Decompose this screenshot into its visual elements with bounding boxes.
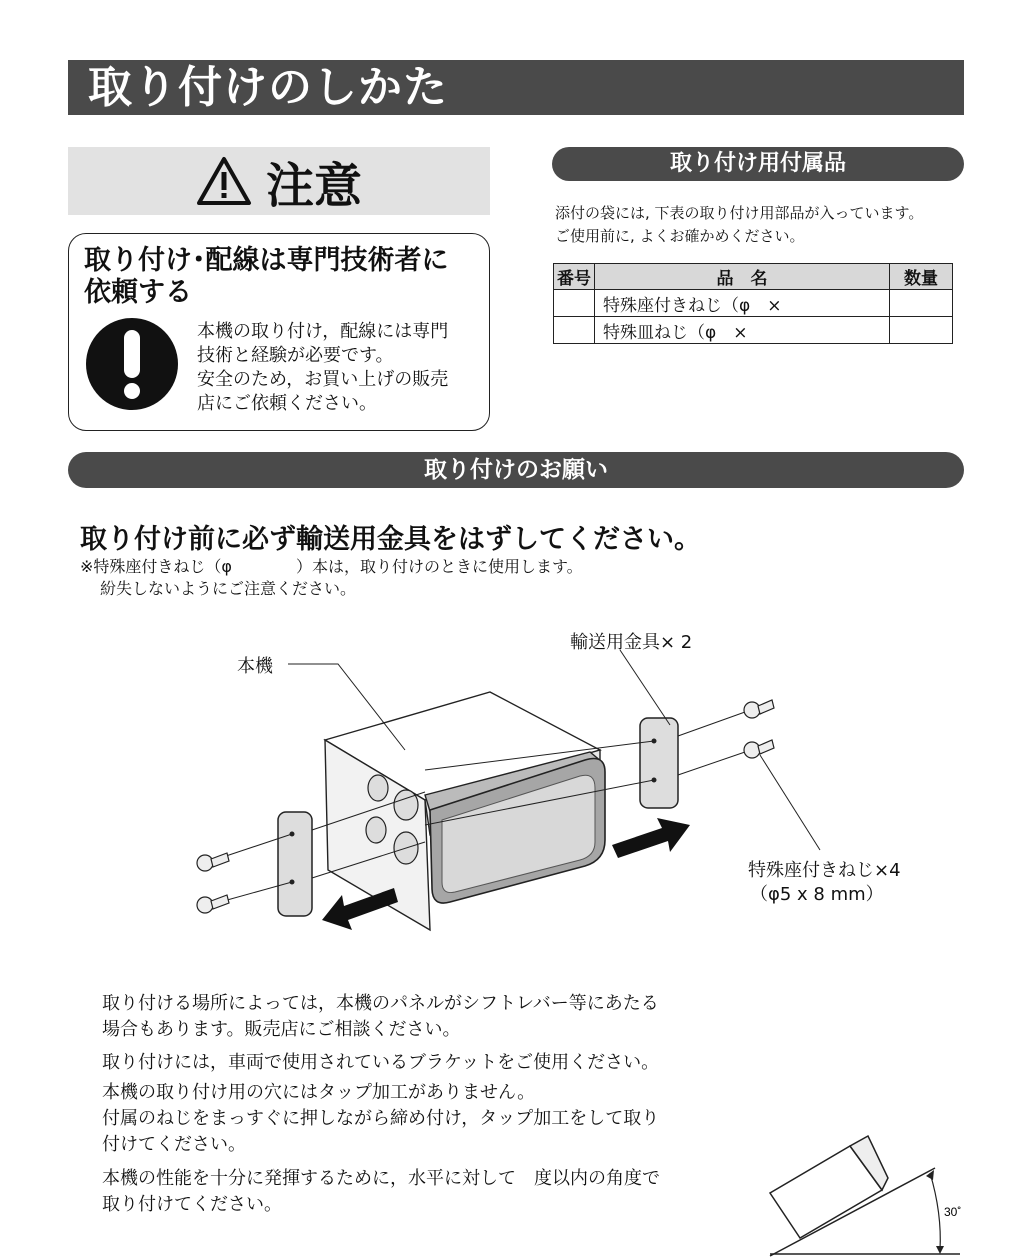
screw-size-label: （φ5 x 8 mm）	[750, 884, 884, 905]
row-number	[554, 290, 595, 317]
paragraph-line: 付属のねじをまっすぐに押しながら締め付け，タップ加工をして取り	[102, 1108, 660, 1129]
left-bracket	[278, 812, 312, 916]
caution-body-line: 本機の取り付け，配線には専門	[197, 321, 449, 342]
accessories-table	[553, 263, 953, 344]
request-heading: 取り付けのお願い	[68, 452, 964, 488]
row-name: 特殊座付きねじ（φ ×	[595, 290, 890, 317]
screw-note-line2: 紛失しないようにご注意ください。	[100, 579, 357, 598]
table-row	[554, 290, 953, 317]
paragraph-angle	[102, 1166, 752, 1218]
accessories-heading: 取り付け用付属品	[552, 147, 964, 181]
caution-body-line: 安全のため，お買い上げの販売	[197, 369, 449, 390]
col-qty: 数量	[890, 264, 953, 290]
warning-triangle-icon	[196, 156, 252, 206]
page-title: 取り付けのしかた	[68, 60, 964, 115]
bracket-label: 輸送用金具× 2	[570, 632, 693, 653]
exclamation-icon	[84, 316, 180, 412]
accessories-intro-line1: 添付の袋には, 下表の取り付け用部品が入っています。	[555, 204, 924, 222]
table-row	[554, 317, 953, 344]
paragraph-bracket: 取り付けには，車両で使用されているブラケットをご使用ください。	[102, 1052, 660, 1073]
col-number: 番号	[554, 264, 595, 290]
row-name: 特殊皿ねじ（φ ×	[595, 317, 890, 344]
paragraph-line: 取り付ける場所によっては，本機のパネルがシフトレバー等にあたる	[102, 993, 659, 1014]
paragraph-line: 本機の取り付け用の穴にはタップ加工がありません。	[102, 1082, 536, 1103]
screw-label: 特殊座付きねじ×4	[748, 860, 901, 881]
paragraph-tapping	[102, 1080, 752, 1158]
paragraph-shift-lever	[102, 991, 752, 1043]
caution-heading	[84, 245, 484, 309]
row-qty	[890, 317, 953, 344]
angle-label: 30˚	[944, 1205, 962, 1219]
paragraph-line: 場合もあります。販売店にご相談ください。	[102, 1019, 461, 1040]
screw-note	[80, 556, 583, 600]
screw-note-line1: ※特殊座付きねじ（φ ）本は，取り付けのときに使用します。	[80, 557, 583, 576]
paragraph-line: 付けてください。	[102, 1134, 246, 1155]
paragraph-line: 取り付けてください。	[102, 1194, 282, 1215]
right-bracket	[640, 718, 678, 808]
caution-heading-line2: 依頼する	[84, 277, 192, 308]
col-name: 品 名	[595, 264, 890, 290]
request-subheading: 取り付け前に必ず輸送用金具をはずしてください。	[80, 524, 701, 555]
caution-body-line: 技術と経験が必要です。	[197, 345, 394, 366]
accessories-intro-line2: ご使用前に, よくお確かめください。	[555, 227, 805, 245]
table-header-row	[554, 264, 953, 290]
caution-body	[197, 320, 487, 416]
caution-header	[68, 147, 490, 215]
caution-body-line: 店にご依頼ください。	[197, 393, 377, 414]
row-number	[554, 317, 595, 344]
row-qty	[890, 290, 953, 317]
accessories-intro	[555, 202, 965, 248]
unit-label: 本機	[237, 656, 273, 677]
paragraph-line: 本機の性能を十分に発揮するために，水平に対して 度以内の角度で	[102, 1168, 660, 1189]
caution-title: 注意	[265, 157, 362, 214]
angle-diagram	[760, 1128, 990, 1259]
caution-heading-line1: 取り付け･配線は専門技術者に	[84, 245, 449, 276]
